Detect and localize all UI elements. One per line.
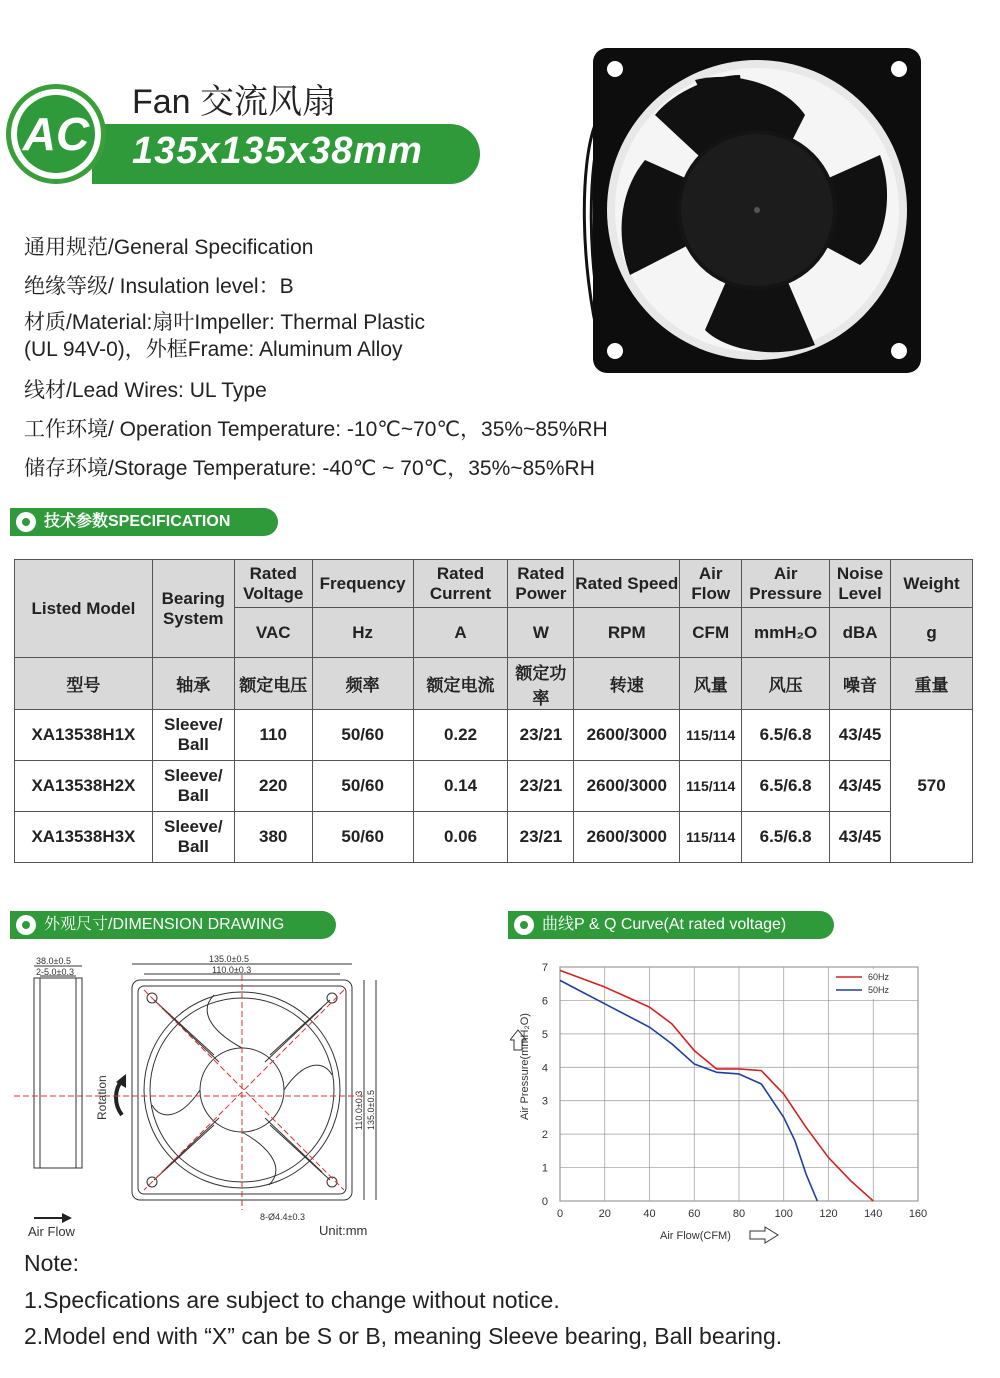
- x-axis-label: Air Flow(CFM): [660, 1230, 731, 1242]
- size-banner: [92, 124, 480, 184]
- unit-speed: RPM: [574, 608, 680, 658]
- cell-current: 0.22: [413, 710, 508, 761]
- unit-noise: dBA: [830, 608, 891, 658]
- dim-height: 135.0±0.5: [366, 1090, 376, 1130]
- header-model: Listed Model: [15, 560, 153, 658]
- unit-voltage: VAC: [234, 608, 312, 658]
- y-tick-label: 1: [541, 1162, 548, 1175]
- x-tick-label: 20: [598, 1208, 611, 1220]
- x-tick-label: 0: [556, 1208, 564, 1220]
- header-bearing: Bearing System: [152, 560, 234, 658]
- ac-badge: [6, 84, 106, 184]
- cn-weight: 重量: [891, 658, 973, 710]
- unit-power: W: [508, 608, 574, 658]
- cell-voltage: 380: [234, 812, 312, 863]
- table-row: [15, 812, 973, 863]
- cell-voltage: 110: [234, 710, 312, 761]
- cell-airflow: 115/114: [680, 710, 742, 761]
- cell-pressure: 6.5/6.8: [742, 812, 830, 863]
- size-label: 135x135x38mm: [132, 130, 423, 172]
- cell-speed: 2600/3000: [574, 812, 680, 863]
- spec-storage-temp: 储存环境/Storage Temperature: -40℃ ~ 70℃，35%~85%RH: [24, 457, 595, 480]
- table-row: [15, 761, 973, 812]
- legend-label: 50Hz: [868, 985, 890, 995]
- header-airflow: Air Flow: [680, 560, 742, 608]
- dim-flange: 2-5.0±0.3: [36, 967, 74, 977]
- header-current: Rated Current: [413, 560, 508, 608]
- arrow-right-icon: [750, 1227, 778, 1243]
- section-specification: [10, 508, 278, 536]
- cell-voltage: 220: [234, 761, 312, 812]
- spec-material: 材质/Material:扇叶Impeller: Thermal Plastic: [24, 311, 426, 334]
- x-tick-label: 60: [688, 1208, 701, 1220]
- dim-depth: 38.0±0.5: [36, 956, 71, 966]
- dim-width: 135.0±0.5: [209, 954, 249, 964]
- table-row: [15, 710, 973, 761]
- y-axis-label: Air Pressure(mmH₂O): [519, 1013, 531, 1120]
- airflow-label: Air Flow: [28, 1224, 75, 1239]
- section-specification-label: 技术参数SPECIFICATION: [44, 513, 231, 530]
- y-tick-label: 7: [541, 962, 548, 974]
- cn-power: 额定功率: [508, 658, 574, 710]
- y-tick-label: 5: [541, 1028, 548, 1041]
- cell-noise: 43/45: [830, 761, 891, 812]
- section-dimension-label: 外观尺寸/DIMENSION DRAWING: [44, 916, 285, 933]
- unit-current: A: [413, 608, 508, 658]
- cell-pressure: 6.5/6.8: [742, 761, 830, 812]
- spec-table: [14, 559, 973, 863]
- cell-weight: 570: [891, 710, 973, 863]
- header-power: Rated Power: [508, 560, 574, 608]
- unit-label: Unit:mm: [319, 1223, 368, 1238]
- cell-model: XA13538H3X: [15, 812, 153, 863]
- header-speed: Rated Speed: [574, 560, 680, 608]
- cell-airflow: 115/114: [680, 761, 742, 812]
- unit-frequency: Hz: [312, 608, 413, 658]
- x-tick-label: 120: [819, 1208, 838, 1220]
- header-weight: Weight: [891, 560, 973, 608]
- x-tick-label: 80: [732, 1208, 746, 1220]
- header-frequency: Frequency: [312, 560, 413, 608]
- x-tick-label: 100: [774, 1208, 793, 1220]
- x-tick-label: 160: [908, 1208, 928, 1220]
- spec-operation-temp: 工作环境/ Operation Temperature: -10℃~70℃，35%~85%RH: [24, 418, 608, 441]
- cell-power: 23/21: [508, 710, 574, 761]
- cn-frequency: 频率: [312, 658, 413, 710]
- cell-noise: 43/45: [830, 812, 891, 863]
- section-curve: [508, 911, 834, 939]
- page-title: Fan 交流风扇: [132, 83, 337, 121]
- note-2: 2.Model end with “X” can be S or B, meaning Sleeve bearing, Ball bearing.: [24, 1323, 783, 1349]
- section-dimension: [10, 911, 336, 939]
- x-tick-label: 140: [864, 1208, 883, 1220]
- cell-bearing: Sleeve/ Ball: [152, 761, 234, 812]
- y-tick-label: 4: [541, 1062, 548, 1075]
- x-tick-label: 40: [643, 1208, 656, 1220]
- cn-speed: 转速: [574, 658, 680, 710]
- cn-current: 额定电流: [413, 658, 508, 710]
- note-1: 1.Specfications are subject to change without notice.: [24, 1287, 560, 1313]
- cell-noise: 43/45: [830, 710, 891, 761]
- fan-icon: [16, 915, 36, 935]
- cell-model: XA13538H2X: [15, 761, 153, 812]
- unit-weight: g: [891, 608, 973, 658]
- cn-model: 型号: [15, 658, 153, 710]
- cell-frequency: 50/60: [312, 812, 413, 863]
- cn-bearing: 轴承: [152, 658, 234, 710]
- cell-speed: 2600/3000: [574, 761, 680, 812]
- cell-bearing: Sleeve/ Ball: [152, 812, 234, 863]
- note-title: Note:: [24, 1250, 79, 1276]
- dim-holes: 8-Ø4.4±0.3: [260, 1212, 305, 1222]
- header-noise: Noise Level: [830, 560, 891, 608]
- cell-model: XA13538H1X: [15, 710, 153, 761]
- y-tick-label: 6: [541, 995, 548, 1008]
- cell-speed: 2600/3000: [574, 710, 680, 761]
- spec-insulation: 绝缘等级/ Insulation level：B: [24, 275, 294, 298]
- fan-photo: [575, 45, 945, 380]
- cell-bearing: Sleeve/ Ball: [152, 710, 234, 761]
- section-curve-label: 曲线P & Q Curve(At rated voltage): [542, 916, 787, 933]
- y-tick-label: 3: [541, 1095, 548, 1108]
- cn-voltage: 额定电压: [234, 658, 312, 710]
- header-pressure: Air Pressure: [742, 560, 830, 608]
- pq-curve-chart: [510, 955, 970, 1250]
- y-tick-label: 0: [541, 1196, 548, 1208]
- ac-badge-label: AC: [17, 95, 95, 173]
- dim-hole-spacing-v: 110.0±0.3: [354, 1090, 364, 1130]
- cell-pressure: 6.5/6.8: [742, 710, 830, 761]
- fan-icon: [514, 915, 534, 935]
- unit-airflow: CFM: [680, 608, 742, 658]
- dimension-drawing: [14, 950, 394, 1245]
- header-voltage: Rated Voltage: [234, 560, 312, 608]
- spec-frame: (UL 94V-0)，外框Frame: Aluminum Alloy: [24, 338, 403, 361]
- spec-general: 通用规范/General Specification: [24, 236, 314, 259]
- unit-pressure: mmH₂O: [742, 608, 830, 658]
- legend-label: 60Hz: [868, 972, 890, 982]
- cell-current: 0.06: [413, 812, 508, 863]
- cn-pressure: 风压: [742, 658, 830, 710]
- cn-airflow: 风量: [680, 658, 742, 710]
- cell-power: 23/21: [508, 761, 574, 812]
- cell-airflow: 115/114: [680, 812, 742, 863]
- dim-hole-spacing: 110.0±0.3: [212, 965, 252, 975]
- y-tick-label: 2: [541, 1129, 548, 1142]
- fan-icon: [16, 512, 36, 532]
- spec-lead-wires: 线材/Lead Wires: UL Type: [24, 379, 267, 402]
- cell-frequency: 50/60: [312, 761, 413, 812]
- rotation-label: Rotation: [95, 1075, 109, 1120]
- cell-frequency: 50/60: [312, 710, 413, 761]
- cell-power: 23/21: [508, 812, 574, 863]
- cell-current: 0.14: [413, 761, 508, 812]
- cn-noise: 噪音: [830, 658, 891, 710]
